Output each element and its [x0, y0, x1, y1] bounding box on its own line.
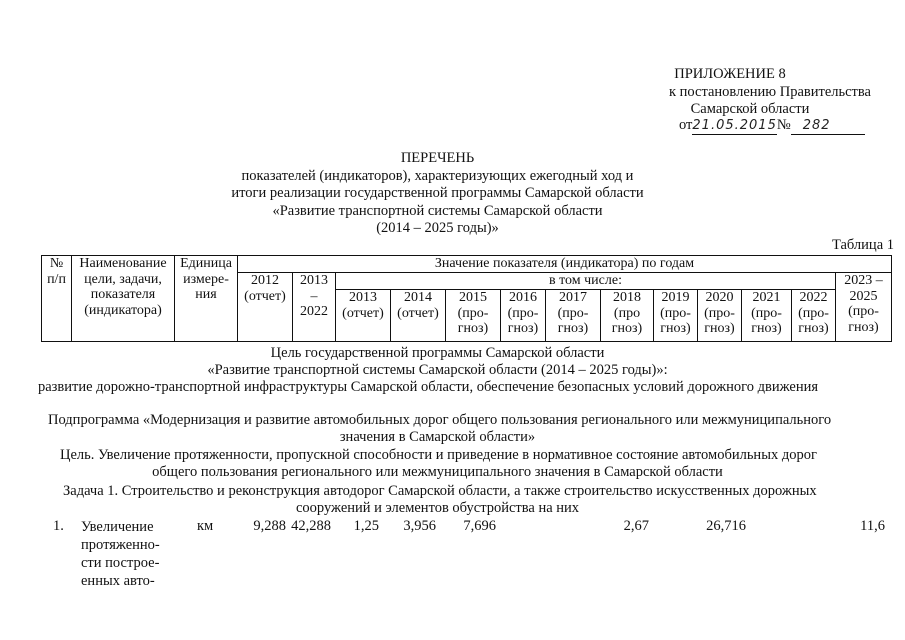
- row1-unit: км: [197, 518, 214, 534]
- appendix-line-2: к постановлению Правительства: [669, 84, 871, 100]
- row1-value-2020: 26,716: [706, 518, 746, 534]
- subprogram-aim-line-2: общего пользования регионального или межмуниципального значения в Самарской области: [152, 464, 723, 480]
- table-label: Таблица 1: [831, 237, 894, 253]
- row1-name: Увеличение протяженно- сти построе- енных авто-: [81, 519, 160, 589]
- subprogram-line-1: Подпрограмма «Модернизация и развитие автомобильных дорог общего пользования регионального или межмуниципального: [48, 412, 832, 428]
- appendix-line-3: Самарской области: [690, 101, 810, 117]
- program-goal-line-1: Цель государственной программы Самарской области: [270, 345, 605, 361]
- task-line-2: сооружений и элементов обустройства на них: [295, 500, 580, 516]
- including-header: в том числе:: [336, 273, 836, 290]
- row1-value-2014: 3,956: [403, 518, 436, 534]
- col-2012-header: 2012 (отчет): [238, 273, 293, 342]
- col-2020-header: 2020 (про- гноз): [698, 290, 742, 342]
- col-name-header: Наименование цели, задачи, показателя (индикатора): [72, 256, 175, 342]
- col-2019-header: 2019 (про- гноз): [654, 290, 698, 342]
- handwritten-date: 21.05.2015: [692, 118, 777, 133]
- subprogram-aim-line-1: Цель. Увеличение протяженности, пропускной способности и приведение в нормативное состояние автомобильных дорог: [60, 447, 817, 463]
- row1-value-2018: 2,67: [623, 518, 649, 534]
- row1-value-2023-2025: 11,6: [860, 518, 885, 534]
- heading-line-3: «Развитие транспортной системы Самарской области: [272, 203, 603, 219]
- col-2022-header: 2022 (про- гноз): [792, 290, 836, 342]
- col-2021-header: 2021 (про- гноз): [742, 290, 792, 342]
- appendix-title: ПРИЛОЖЕНИЕ 8: [674, 66, 786, 82]
- document-title: ПЕРЕЧЕНЬ: [400, 150, 475, 166]
- col-2014-header: 2014 (отчет): [391, 290, 446, 342]
- handwritten-number: 282: [791, 117, 865, 135]
- program-goal-line-2: «Развитие транспортной системы Самарской области (2014 – 2025 годы)»:: [207, 362, 668, 378]
- number-prefix: №: [776, 117, 791, 133]
- subprogram-line-2: значения в Самарской области»: [339, 429, 536, 445]
- heading-line-2: итоги реализации государственной программы Самарской области: [231, 185, 644, 201]
- indicators-table-header: [41, 255, 892, 342]
- appendix-date-line: [679, 117, 865, 135]
- col-2023-2025-header: 2023 – 2025 (про- гноз): [836, 273, 892, 342]
- heading-line-4: (2014 – 2025 годы)»: [376, 220, 499, 236]
- date-prefix: от: [679, 117, 693, 133]
- col-2013-header: 2013 (отчет): [336, 290, 391, 342]
- col-2016-header: 2016 (про- гноз): [501, 290, 546, 342]
- program-goal-line-3: развитие дорожно-транспортной инфраструктуры Самарской области, обеспечение безопасных условий дорожного движения: [38, 379, 819, 395]
- col-unit-header: Единица измере- ния: [175, 256, 238, 342]
- row1-value-2013-2022: 42,288: [291, 518, 331, 534]
- col-2013-2022-header: 2013 – 2022: [293, 273, 336, 342]
- heading-line-1: показателей (индикаторов), характеризующих ежегодный ход и: [241, 168, 634, 184]
- col-2018-header: 2018 (про гноз): [601, 290, 654, 342]
- col-2015-header: 2015 (про- гноз): [446, 290, 501, 342]
- row1-value-2015: 7,696: [463, 518, 496, 534]
- col-2017-header: 2017 (про- гноз): [546, 290, 601, 342]
- task-line-1: Задача 1. Строительство и реконструкция автодорог Самарской области, а также строительство искусственных дорожных: [63, 483, 817, 499]
- row1-value-2013: 1,25: [353, 518, 379, 534]
- col-number-header: № п/п: [42, 256, 72, 342]
- values-by-year-header: Значение показателя (индикатора) по годам: [238, 256, 892, 273]
- row1-value-2012: 9,288: [253, 518, 286, 534]
- row1-number: 1.: [53, 518, 64, 534]
